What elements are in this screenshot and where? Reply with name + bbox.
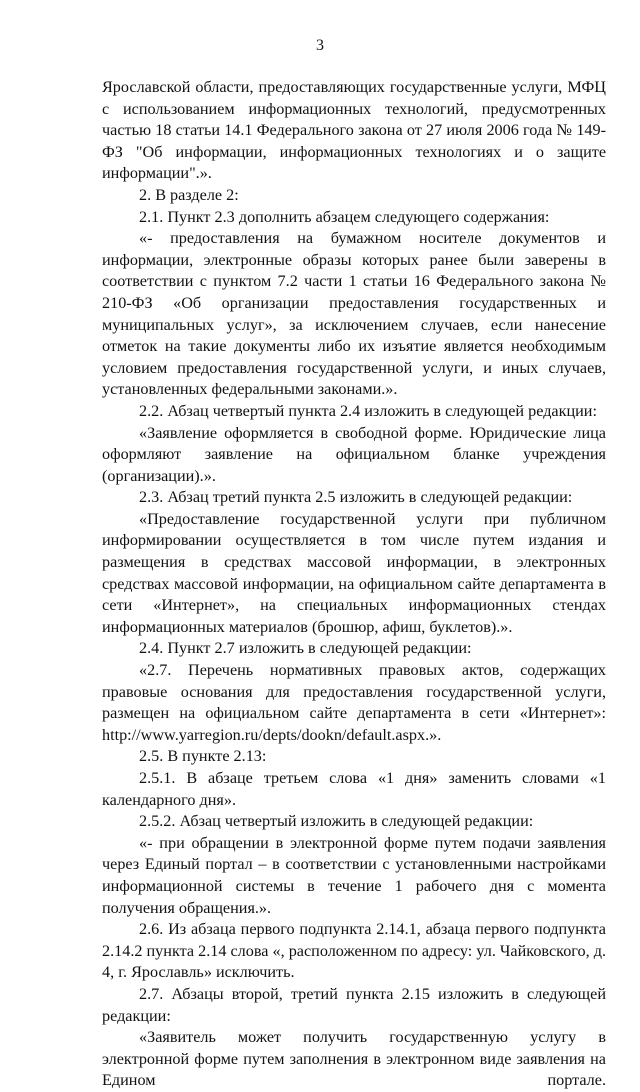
page-number: 3 bbox=[316, 37, 324, 54]
paragraph: 2.1. Пункт 2.3 дополнить абзацем следующего содержания: bbox=[139, 207, 550, 226]
paragraph: 2.3. Абзац третий пункта 2.5 изложить в следующей редакции: bbox=[139, 488, 573, 507]
paragraph: 2. В разделе 2: bbox=[139, 185, 239, 204]
paragraph: «- при обращении в электронной форме путем подачи заявления через Единый портал – в соответствии с установленными настройками информационной системы в течение 1 рабочего дня с момента получения обращения.». bbox=[102, 833, 606, 917]
paragraph: Ярославской области, предоставляющих государственные услуги, МФЦ с использованием информационных технологий, предусмотренных частью 18 статьи 14.1 Федерального закона от 27 июля 2006 года № 149-ФЗ "Об информации, информационных технологиях и о защите информации".». bbox=[102, 78, 606, 183]
paragraph: 2.7. Абзацы второй, третий пункта 2.15 изложить в следующей редакции: bbox=[102, 984, 606, 1025]
paragraph: «Заявитель может получить государственную услугу в электронной форме путем заполнения в электронном виде заявления на Едином портале. bbox=[102, 1028, 606, 1090]
paragraph: 2.2. Абзац четвертый пункта 2.4 изложить в следующей редакции: bbox=[139, 401, 597, 420]
paragraph: «2.7. Перечень нормативных правовых актов, содержащих правовые основания для предоставления государственной услуги, размещен на официальном сайте департамента в сети «Интернет»: http://www.yarregion.ru/depts/dookn/default.aspx.». bbox=[102, 661, 606, 744]
paragraph: 2.5. В пункте 2.13: bbox=[139, 747, 267, 766]
paragraph: «- предоставления на бумажном носителе документов и информации, электронные образы которых ранее были заверены в соответствии с пунктом 7.2 части 1 статьи 16 Федерального закона № 210-ФЗ «Об организации предоставления государственных и муниципальных услуг», за исключением случаев, если нанесение отметок на такие документы либо их изъятие является необходимым условием предоставления государственной услуги, и иных случаев, установленных федеральными законами.». bbox=[102, 229, 606, 399]
paragraph: 2.5.2. Абзац четвертый изложить в следующей редакции: bbox=[139, 812, 534, 831]
paragraph: 2.5.1. В абзаце третьем слова «1 дня» заменить словами «1 календарного дня». bbox=[102, 769, 606, 809]
paragraph: «Заявление оформляется в свободной форме. Юридические лица оформляют заявление на официальном бланке учреждения (организации).». bbox=[102, 423, 606, 485]
paragraph: 2.6. Из абзаца первого подпункта 2.14.1, абзаца первого подпункта 2.14.2 пункта 2.14 слова «, расположенном по адресу: ул. Чайковского, д. 4, г. Ярославль» исключить. bbox=[102, 920, 606, 982]
paragraph: «Предоставление государственной услуги при публичном информировании осуществляется в том числе путем издания и размещения в средствах массовой информации, в электронных средствах массовой информации, на официальном сайте департамента в сети «Интернет», на специальных информационных стендах информационных материалов (брошюр, афиш, буклетов).». bbox=[102, 509, 606, 636]
paragraph: 2.4. Пункт 2.7 изложить в следующей редакции: bbox=[139, 639, 472, 658]
document-body bbox=[102, 77, 606, 1092]
